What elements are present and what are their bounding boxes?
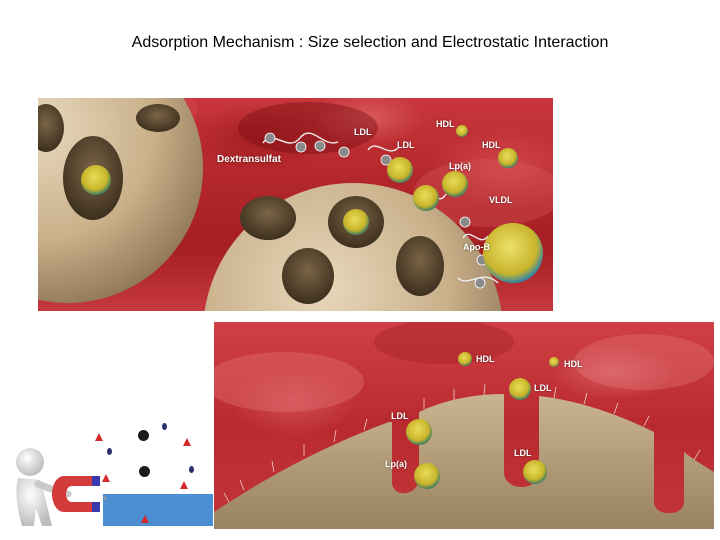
- hdl-particle: [456, 125, 468, 137]
- size-selection-pore-illustration: [214, 322, 714, 529]
- vldl-particle: [483, 223, 543, 283]
- ldl-label: LDL: [534, 383, 552, 393]
- apo-b-label: Apo-B: [463, 242, 490, 252]
- hdl-label: HDL: [482, 140, 501, 150]
- small-particle-dot: [162, 423, 167, 430]
- bead-surface: [214, 394, 714, 529]
- lp-a-particle: [414, 463, 440, 489]
- large-particle-dot: [139, 466, 150, 477]
- lp-a-label: Lp(a): [449, 161, 471, 171]
- hdl-label: HDL: [436, 119, 455, 129]
- dextransulfat-label: Dextransulfat: [217, 154, 281, 165]
- ldl-particle: [387, 157, 413, 183]
- page-title: Adsorption Mechanism : Size selection and Electrostatic Interaction: [131, 34, 609, 51]
- hdl-particle: [549, 357, 559, 367]
- dextran-sulfate-adsorption-illustration: [38, 98, 553, 311]
- vldl-label: VLDL: [489, 195, 513, 205]
- ldl-particle: [442, 171, 468, 197]
- hdl-label: HDL: [564, 359, 583, 369]
- hdl-particle: [498, 148, 518, 168]
- ldl-label: LDL: [391, 411, 409, 421]
- adsorber-surface: [103, 494, 213, 526]
- positive-charge-triangle: [180, 481, 188, 489]
- positive-charge-triangle: [141, 515, 149, 523]
- ldl-label: LDL: [397, 140, 415, 150]
- lp-a-particle: [413, 185, 439, 211]
- ldl-particle: [523, 460, 547, 484]
- large-particle-dot: [138, 430, 149, 441]
- positive-charge-triangle: [183, 438, 191, 446]
- ldl-label: LDL: [354, 127, 372, 137]
- ldl-particle: [406, 419, 432, 445]
- lp-a-label: Lp(a): [385, 459, 407, 469]
- person-with-magnet-icon: [8, 440, 108, 532]
- hdl-particle: [458, 352, 472, 366]
- ldl-label: LDL: [514, 448, 532, 458]
- ldl-particle: [509, 378, 531, 400]
- porous-bead-left: [38, 98, 203, 303]
- hdl-label: HDL: [476, 354, 495, 364]
- small-particle-dot: [189, 466, 194, 473]
